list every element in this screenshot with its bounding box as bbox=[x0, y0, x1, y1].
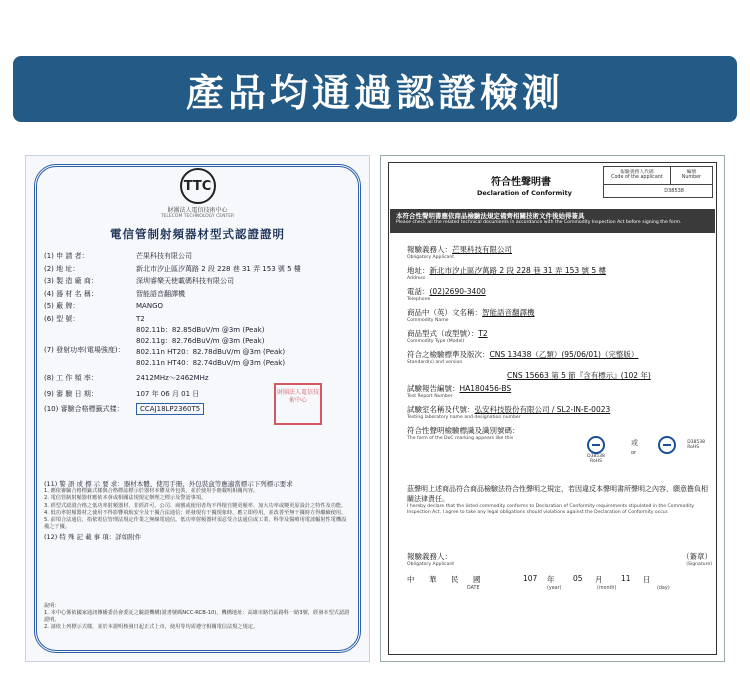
note-item: 2. 電信管制射頻器材應依本會或相關法規規定辦理之標示及警語事項。 bbox=[44, 495, 207, 502]
cert-row: (9) 審 驗 日 期： 107 年 06 月 01 日 bbox=[44, 389, 200, 398]
doc-field: 報驗義務人：芒果科技有限公司 Obligatory Applicant bbox=[407, 245, 512, 260]
footer-line: 說明： bbox=[44, 603, 60, 609]
doc-title-en: Declaration of Conformity bbox=[477, 189, 572, 197]
cert-row: (5) 廠 牌： MANGO bbox=[44, 302, 163, 310]
page-banner bbox=[13, 56, 737, 122]
doc-marks bbox=[571, 436, 706, 476]
certificate-footer bbox=[44, 603, 351, 631]
note-item: 4. 低功率射頻器材之使用不得影響飛航安全及干擾合法通信；經發現有干擾現象時，應立即停用，並改善至無干擾時方得繼續使用。 bbox=[44, 509, 347, 516]
cert-row: (10) 審驗合格標籤式樣： CCAJ18LP2360T5 bbox=[44, 403, 351, 416]
cert-row: (3) 製 造 廠 商： 深圳睿樂天使載碼科技有限公司 bbox=[44, 277, 234, 285]
doc-field: 符合性聲明檢驗標識及識別號碼： The form of the DoC marking appears like this bbox=[407, 426, 520, 441]
cert-row: (4) 器 材 名 稱： 智能語音翻譯機 bbox=[44, 289, 185, 298]
official-seal: 財團法人電信技術中心 bbox=[274, 383, 322, 425]
doc-mark-2: D38538 RoHS bbox=[649, 436, 705, 454]
power-line: 802.11n HT20：82.78dBuV/m @3m (Peak) bbox=[136, 348, 286, 356]
ncc-id-label: CCAJ18LP2360T5 bbox=[136, 403, 204, 415]
ttc-logo-icon: TTC bbox=[180, 168, 216, 204]
signature-row: 報驗義務人： （簽章） Obligatory Applicant (Signature) bbox=[407, 552, 712, 567]
warning-notes bbox=[44, 481, 351, 542]
declaration-text: 茲聲明上述商品符合商品檢驗法符合性聲明之規定，若因違反本聲明書所聲明之內容，願意擔負相關法律責任。 I hereby declare that the listed commodity conforms to Declaration of Conformity requirements stipulated in the Commodity Inspection Act. I agree to take any legal obligations should violations against the Declaration of Conformity occur. bbox=[407, 485, 708, 515]
note-item: 3. 經型式認證合格之低功率射頻器材，非經許可，公司、商號或使用者均不得擅自變更頻率、加大功率或變更原設計之特性及功能。 bbox=[44, 502, 347, 509]
number-box: 報驗義務人代碼 Code of the applicant 編號 Number D38538 bbox=[603, 166, 713, 198]
doc-field: 符合之檢驗標準及版次：CNS 13438（乙類）(95/06/01)（完整版） Standard(s) and version bbox=[407, 350, 639, 365]
power-line: 802.11b：82.85dBuV/m @3m (Peak) bbox=[136, 326, 265, 334]
power-line: 802.11n HT40：82.74dBuV/m @3m (Peak) bbox=[136, 359, 286, 367]
footer-line: 1. 本中心係依國家通訊傳播委員會委託之驗證機構(證書號碼NCC-RCB-10)，機構地址：高雄市路竹區路科一路3號，經發本型式認證證明。 bbox=[44, 610, 350, 623]
seal-label: （簽章） bbox=[682, 552, 712, 561]
cert-row: (2) 地 址： 新北市汐止區汐萬路 2 段 228 巷 31 弄 153 號 5 樓 bbox=[44, 264, 301, 273]
footer-line: 2. 請依上列標示式樣，並於本證明核發日起正式上市，使用等均需遵守相關電信法規之規定。 bbox=[44, 624, 259, 630]
cert-row: (6) 型 號： T2 bbox=[44, 314, 145, 323]
doc-mark-1: D38538 RoHS bbox=[571, 436, 621, 464]
power-line: 802.11g：82.76dBuV/m @3m (Peak) bbox=[136, 337, 265, 345]
declaration-of-conformity: 符合性聲明書 Declaration of Conformity 報驗義務人代碼 Code of the applicant 編號 Number D38538 本符合性聲明書應依商品檢驗法規定備齊相關技術文件後始得簽具 Please check all the related technical documents in accordance with the Commodity Inspection Act before signing the form. 報驗義務人：芒果科技有限公司 Obligatory Applicant 地址：新北市汐止區汐萬路 2 段 228 巷 31 弄 153 號 5 樓 Address 電話：(02)2690-3400 Telephone 商品中（英）文名稱：智能語音翻譯機 Commodity Name 商品型式（或型號）：T2 Commodity Type (Model) 符合之檢驗標準及版次：CNS 13438（乙類）(95/06/01)（完整版） Standard(s) and version CNS 15663 第 5 節『含有標示』(102 年) 試驗報告編號：HA180456-BS Test Report Number 試驗室名稱及代號：弘安科技股份有限公司 / SL2-IN-E-0023 Testing laboratory name and designation number 符合性聲明檢驗標識及識別號碼： The form of the DoC marking appears like this D38538 RoHS 或 or D38538 RoHS 茲聲明上述商品符合商品檢驗法符合性聲明之規定，若因違反本聲明書所聲明之內容，願意擔負相關法律責任。 I hereby declare that the listed commodity conforms to Declaration of Conformity requirements stipulated in the Commodity Inspection Act. I agree to take any legal obligations should violations against the Declaration of Conformity occur. 報驗義務人： （簽章） Obligatory Applicant (Signature) 中 華 民 國 107 年 05 月 11 日 DATE (year) (month) (day) bbox=[380, 155, 725, 662]
doc-field: 商品型式（或型號）：T2 Commodity Type (Model) bbox=[407, 329, 488, 344]
signing-date: 中 華 民 國 107 年 05 月 11 日 bbox=[407, 574, 651, 584]
bsmi-mark-icon bbox=[587, 436, 605, 454]
doc-field: CNS 15663 第 5 節『含有標示』(102 年) bbox=[507, 371, 651, 380]
power-block: (7) 發射功率(電場強度)： 802.11b：82.85dBuV/m @3m (Peak) 802.11g：82.76dBuV/m @3m (Peak) 802.11n HT20：82.78dBuV/m @3m (Peak) 802.11n HT40：82.74dBuV/m @3m (Peak) bbox=[44, 326, 286, 367]
banner-title: 產品均通過認證檢測 bbox=[185, 70, 564, 115]
note-item: 5. 前項合法通信，指依電信管理法規定作業之無線電通信。低功率射頻器材須忍受合法通信或工業、科學及醫療用電波輻射性電機設備之干擾。 bbox=[44, 517, 347, 531]
ttc-logo bbox=[44, 168, 351, 219]
or-label: 或 bbox=[631, 439, 638, 447]
notes-header: (11) 警 語 或 標 示 要 求：器材本體、使用手冊、外包裝盒等應適當標示下列標示要求 bbox=[44, 480, 293, 488]
org-name-en: TELECOM TECHNOLOGY CENTER bbox=[160, 214, 235, 219]
cert-row: (8) 工 作 頻 率： 2412MHz～2462MHz bbox=[44, 374, 209, 382]
certificate-title: 電信管制射頻器材型式認證證明 bbox=[110, 227, 285, 241]
note-item: 1. 應依審驗合格標籤式樣與合格標誌標示於器材本體及外包裝，並於使用手冊載明相關內容。 bbox=[44, 488, 259, 495]
notice-bar: 本符合性聲明書應依商品檢驗法規定備齊相關技術文件後始得簽具 Please check all the related technical documents in accordance with the Commodity Inspection Act before signing the form. bbox=[390, 209, 715, 233]
doc-field: 地址：新北市汐止區汐萬路 2 段 228 巷 31 弄 153 號 5 樓 Address bbox=[407, 266, 607, 281]
doc-field: 商品中（英）文名稱：智能語音翻譯機 Commodity Name bbox=[407, 308, 535, 323]
special-notes: (12) 特 殊 記 載 事 項：詳如附件 bbox=[44, 533, 142, 542]
doc-title-cn: 符合性聲明書 bbox=[491, 177, 551, 188]
org-name-cn: 財團法人電信技術中心 bbox=[167, 207, 228, 214]
ncc-certificate bbox=[25, 155, 370, 662]
doc-field: 電話：(02)2690-3400 Telephone bbox=[407, 287, 486, 302]
doc-field: 試驗室名稱及代號：弘安科技股份有限公司 / SL2-IN-E-0023 Testing laboratory name and designation number bbox=[407, 405, 611, 420]
or-label-en: or bbox=[631, 450, 637, 456]
doc-field: 試驗報告編號：HA180456-BS Test Report Number bbox=[407, 384, 512, 399]
doc-number: D38538 bbox=[664, 188, 684, 194]
bsmi-mark-icon bbox=[658, 436, 676, 454]
cert-row: (1) 申 請 者： 芒果科技有限公司 bbox=[44, 252, 192, 260]
doc-fields bbox=[407, 244, 712, 446]
